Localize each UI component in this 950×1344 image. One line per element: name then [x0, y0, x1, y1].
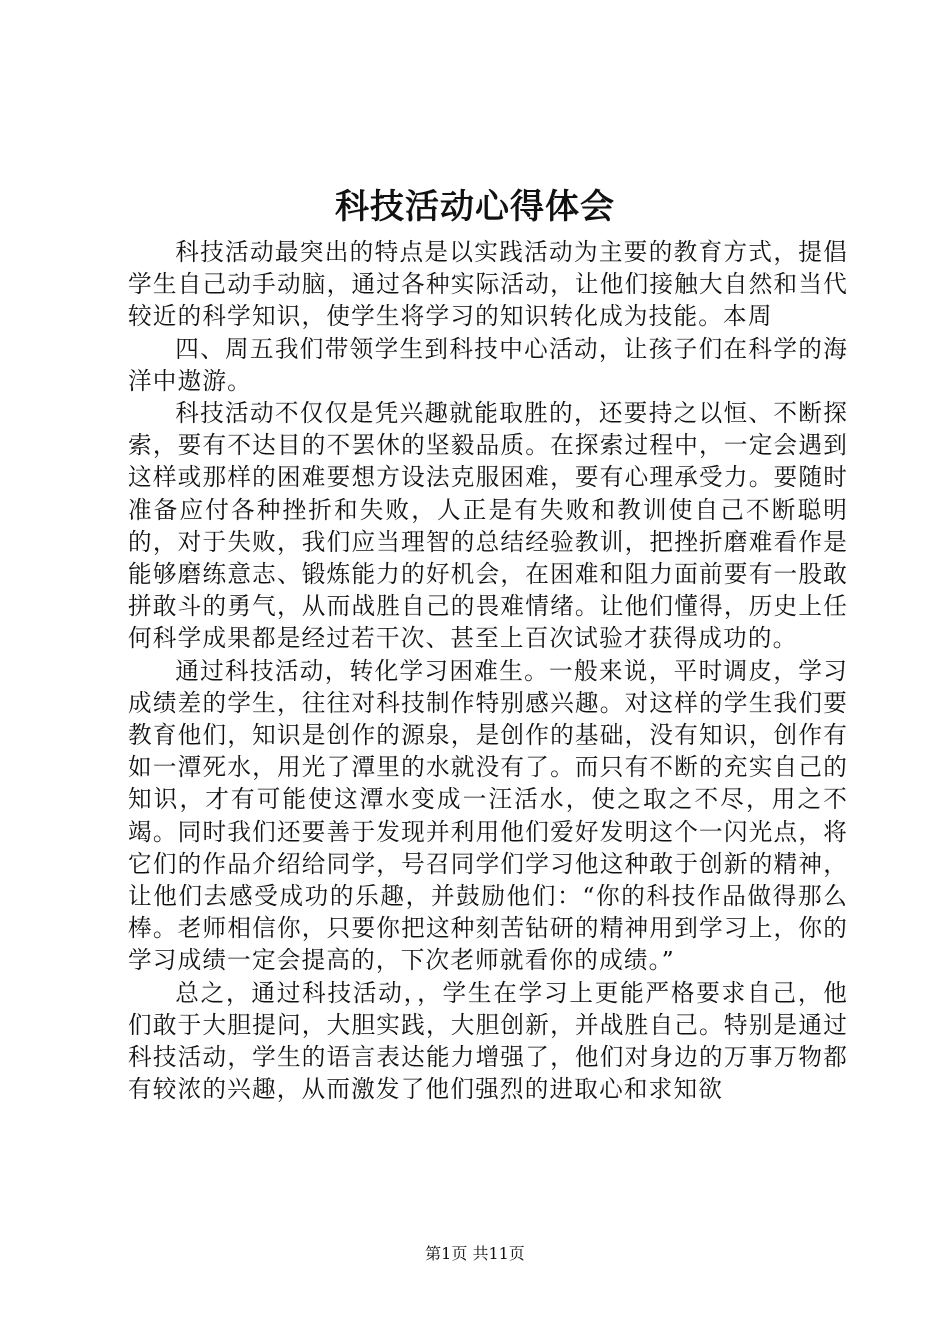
- page-footer: 第1页 共11页: [425, 1244, 525, 1263]
- paragraph-3: 科技活动不仅仅是凭兴趣就能取胜的，还要持之以恒、不断探索，要有不达目的不罢休的坚毅品质。在探索过程中，一定会遇到这样或那样的困难要想方设法克服困难，要有心理承受力。要随时准备应付各种挫折和失败，人正是有失败和教训使自己不断聪明的，对于失败，我们应当理智的总结经验教训，把挫折磨难看作是能够磨练意志、锻炼能力的好机会，在困难和阻力面前要有一股敢拼敢斗的勇气，从而战胜自己的畏难情绪。让他们懂得，历史上任何科学成果都是经过若干次、甚至上百次试验才获得成功的。: [128, 399, 848, 653]
- document-title: 科技活动心得体会: [335, 187, 615, 227]
- paragraph-1: 科技活动最突出的特点是以实践活动为主要的教育方式，提倡学生自己动手动脑，通过各种实际活动，让他们接触大自然和当代较近的科学知识，使学生将学习的知识转化成为技能。本周: [128, 238, 848, 331]
- paragraph-5: 总之，通过科技活动，，学生在学习上更能严格要求自己，他们敢于大胆提问，大胆实践，大胆创新，并战胜自己。特别是通过科技活动，学生的语言表达能力增强了，他们对身边的万事万物都有较浓的兴趣，从而激发了他们强烈的进取心和求知欲: [128, 978, 848, 1104]
- paragraph-2: 四、周五我们带领学生到科技中心活动，让孩子们在科学的海洋中遨游。: [128, 334, 848, 395]
- paragraph-4: 通过科技活动，转化学习困难生。一般来说，平时调皮，学习成绩差的学生，往往对科技制作特别感兴趣。对这样的学生我们要教育他们，知识是创作的源泉，是创作的基础，没有知识，创作有如一潭死水，用光了潭里的水就没有了。而只有不断的充实自己的知识，才有可能使这潭水变成一汪活水，使之取之不尽，用之不竭。同时我们还要善于发现并利用他们爱好发明这个一闪光点，将它们的作品介绍给同学，号召同学们学习他这种敢于创新的精神，让他们去感受成功的乐趣，并鼓励他们：“你的科技作品做得那么棒。老师相信你，只要你把这种刻苦钻研的精神用到学习上，你的学习成绩一定会提高的，下次老师就看你的成绩。”: [128, 656, 848, 975]
- document-body: [128, 236, 848, 1105]
